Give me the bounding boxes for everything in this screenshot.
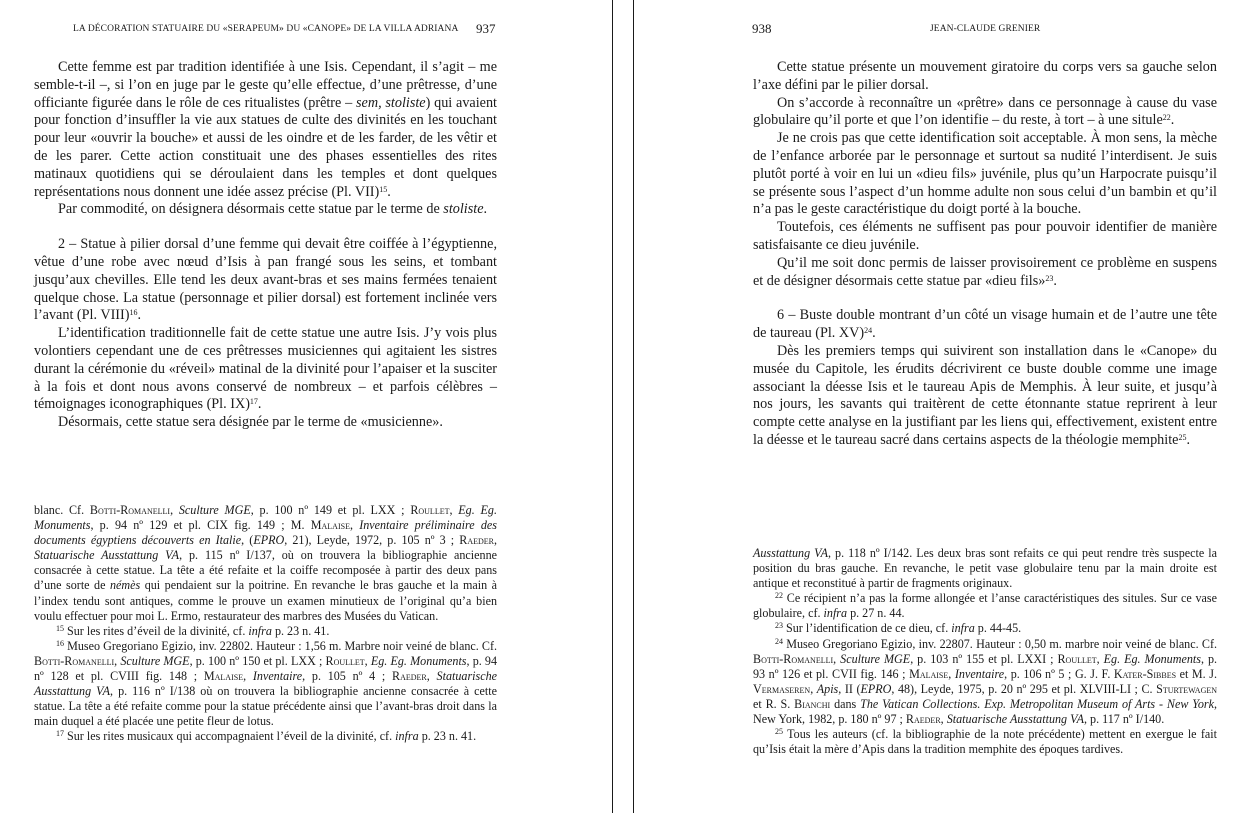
page-number: 937 xyxy=(476,21,496,36)
paragraph: On s’accorde à reconnaître un «prêtre» dans ce personnage à cause du vase globulaire qu’il porte et que l’on identifie – du reste, à tort – à une situle$^{22}$. xyxy=(753,94,1217,129)
footnote: $^{16}$ Museo Gregoriano Egizio, inv. 22802. Hauteur : 1,56 m. Marbre noir veiné de blanc. Cf. Botti-Romanelli, Sculture MGE, p. 100 nº 150 et pl. LXX ; Roullet, Eg. Eg. Monuments, p. 94 nº 128 et pl. CVIII fig. 148 ; Malaise, Inventaire, p. 105 nº 4 ; Raeder, Statuarische Ausstattung VA, p. 116 nº I/138 où on trouvera la bibliographie ancienne consacrée à cette statue. La tête a été refaite comme pour la statue précédente ainsi que l’avant-bras droit dans la main duquel a été placée une petite fleur de lotus. xyxy=(34,638,498,729)
page-number: 938 xyxy=(752,21,772,36)
paragraph: Désormais, cette statue sera désignée par le terme de «musicienne». xyxy=(58,414,443,431)
paragraph: 2 – Statue à pilier dorsal d’une femme qui devait être coiffée à l’égyptienne, vêtue d’une robe avec nœud d’Isis à pan frangé sous les seins, et tombant jusqu’aux chevilles. Elle tend les deux avant-bras et ses mains fermées tenaient quelque chose. La statue (personnage et pilier dorsal) est fortement inclinée vers l’avant (Pl. VIII)$^{16}$. xyxy=(34,236,497,324)
footnote: $^{23}$ Sur l’identification de ce dieu, cf. infra p. 44-45. xyxy=(775,621,1022,636)
gutter-line xyxy=(612,0,613,813)
footnote: $^{17}$ Sur les rites musicaux qui accompagnaient l’éveil de la divinité, cf. infra p. 23 n. 41. xyxy=(56,729,477,744)
paragraph: Dès les premiers temps qui suivirent son installation dans le «Canope» du musée du Capitole, les érudits décrivirent ce buste double comme une image associant la déesse Isis et le taureau Apis de Memphis. À leur suite, et jusqu’à nos jours, les savants qui traitèrent de cette étonnante statue reprirent à leur compte cette analyse en la justifiant par les liens qui, effectivement, existent entre la déesse et le taureau sacré dans certains aspects de la théologie memphite$^{25}$. xyxy=(753,342,1217,448)
paragraph: L’identification traditionnelle fait de cette statue une autre Isis. J’y vois plus volontiers cependant une de ces prêtresses musiciennes qui agitaient les sistres durant la cérémonie du «réveil» matinal de la divinité pour l’apaiser et la susciter à la fois et dont nous avons conservé de nombreux – et parfois célèbres – témoignages iconographiques (Pl. IX)$^{17}$. xyxy=(34,325,497,413)
footnote-continuation: blanc. Cf. Botti-Romanelli, Sculture MGE, p. 100 nº 149 et pl. LXX ; Roullet, Eg. Eg. Monuments, p. 94 nº 129 et pl. CIX fig. 149 ; M. Malaise, Inventaire préliminaire des documents égyptiens découverts en Italie, (EPRO, 21), Leyde, 1972, p. 105 nº 3 ; Raeder, Statuarische Ausstattung VA, p. 115 nº I/137, où on trouvera la bibliographie ancienne consacrée à cette statue. La tête a été refaite et la coiffe recomposée à partir des deux pans d’une sorte de némès qui pendaient sur la poitrine. En revanche le bras gauche et la main à l’index tendu sont antiques, comme le prouve un examen minutieux de l’original qu’a bien voulu effectuer pour moi L. Ermo, restaurateur des marbres des Musées du Vatican. xyxy=(34,503,498,623)
footnote-continuation: Ausstattung VA, p. 118 nº I/142. Les deux bras sont refaits ce qui peut rendre très suspecte la position du bras gauche. En revanche, le petit vase globulaire tenu par la main droite est antique et reconstitué à partir de fragments originaux. xyxy=(753,546,1217,591)
paragraph: Cette statue présente un mouvement giratoire du corps vers sa gauche selon l’axe défini par le pilier dorsal. xyxy=(753,59,1217,93)
running-head: JEAN-CLAUDE GRENIER xyxy=(930,24,1041,34)
paragraph: Toutefois, ces éléments ne suffisent pas pour pouvoir identifier de manière satisfaisante ce dieu juvénile. xyxy=(753,219,1217,253)
running-head: LA DÉCORATION STATUAIRE DU «SERAPEUM» DU «CANOPE» DE LA VILLA ADRIANA xyxy=(73,24,459,34)
left-page xyxy=(0,0,612,813)
paragraph: Cette femme est par tradition identifiée à une Isis. Cependant, il s’agit – me semble-t-il –, si l’on en juge par le geste qu’elle effectue, d’une prêtresse, d’une officiante figurée dans le rôle de ces ritualistes (prêtre – sem, stoliste) qui avaient pour fonction d’insuffler la vie aux statues de culte des divinités en les touchant pour leur «ouvrir la bouche» et aussi de les oindre et de les farder, de les vêtir et de les parer. Cette action constituait une des phases essentielles des rites matinaux quotidiens qui se déroulaient dans les temples et dont quelques représentations nous donnent une idée assez précise (Pl. VII)$^{15}$. xyxy=(34,59,497,200)
footnote: $^{22}$ Ce récipient n’a pas la forme allongée et l’anse caractéristiques des situles. Sur ce vase globulaire, cf. infra p. 27 n. 44. xyxy=(753,591,1217,621)
right-page xyxy=(634,0,1246,813)
paragraph: Qu’il me soit donc permis de laisser provisoirement ce problème en suspens et de désigner désormais cette statue par «dieu fils»$^{23}$. xyxy=(753,254,1217,289)
paragraph: Par commodité, on désignera désormais cette statue par le terme de stoliste. xyxy=(58,201,488,218)
footnotes xyxy=(753,546,1217,757)
footnote: $^{24}$ Museo Gregoriano Egizio, inv. 22807. Hauteur : 0,50 m. marbre noir veiné de blanc. Cf. Botti-Romanelli, Sculture MGE, p. 103 nº 155 et pl. LXXI ; Roullet, Eg. Eg. Monuments, p. 93 nº 126 et pl. CVII fig. 146 ; Malaise, Inventaire, p. 106 nº 5 ; G. J. F. Kater-Sibbes et M. J. Vermaseren, Apis, II (EPRO, 48), Leyde, 1975, p. 20 nº 295 et pl. XLVIII-LI ; C. Sturtewagen et R. S. Bianchi dans The Vatican Collections. Exp. Metropolitan Museum of Arts - New York, New York, 1982, p. 180 nº 97 ; Raeder, Statuarische Ausstattung VA, p. 117 nº I/140. xyxy=(753,636,1218,727)
main-text xyxy=(34,59,497,432)
paragraph: 6 – Buste double montrant d’un côté un visage humain et de l’autre une tête de taureau (Pl. XV)$^{24}$. xyxy=(753,307,1217,342)
paragraph: Je ne crois pas que cette identification soit acceptable. À mon sens, la mèche de l’enfance arborée par le personnage et surtout sa nudité l’interdisent. Je suis plutôt porté à voir en lui un «dieu fils» juvénile, plus qu’un Harpocrate puisqu’il se présente sous l’aspect d’un homme adulte non sous celui d’un bambin et qu’il n’a pas le geste caractéristique du doigt porté à la bouche. xyxy=(753,130,1217,218)
footnotes xyxy=(34,503,497,745)
footnote: $^{15}$ Sur les rites d’éveil de la divinité, cf. infra p. 23 n. 41. xyxy=(56,623,330,638)
main-text xyxy=(753,59,1217,450)
footnote: $^{25}$ Tous les auteurs (cf. la bibliographie de la note précédente) mettent en exergue le fait qu’Isis était la mère d’Apis dans la tradition memphite des époques tardives. xyxy=(753,727,1217,757)
